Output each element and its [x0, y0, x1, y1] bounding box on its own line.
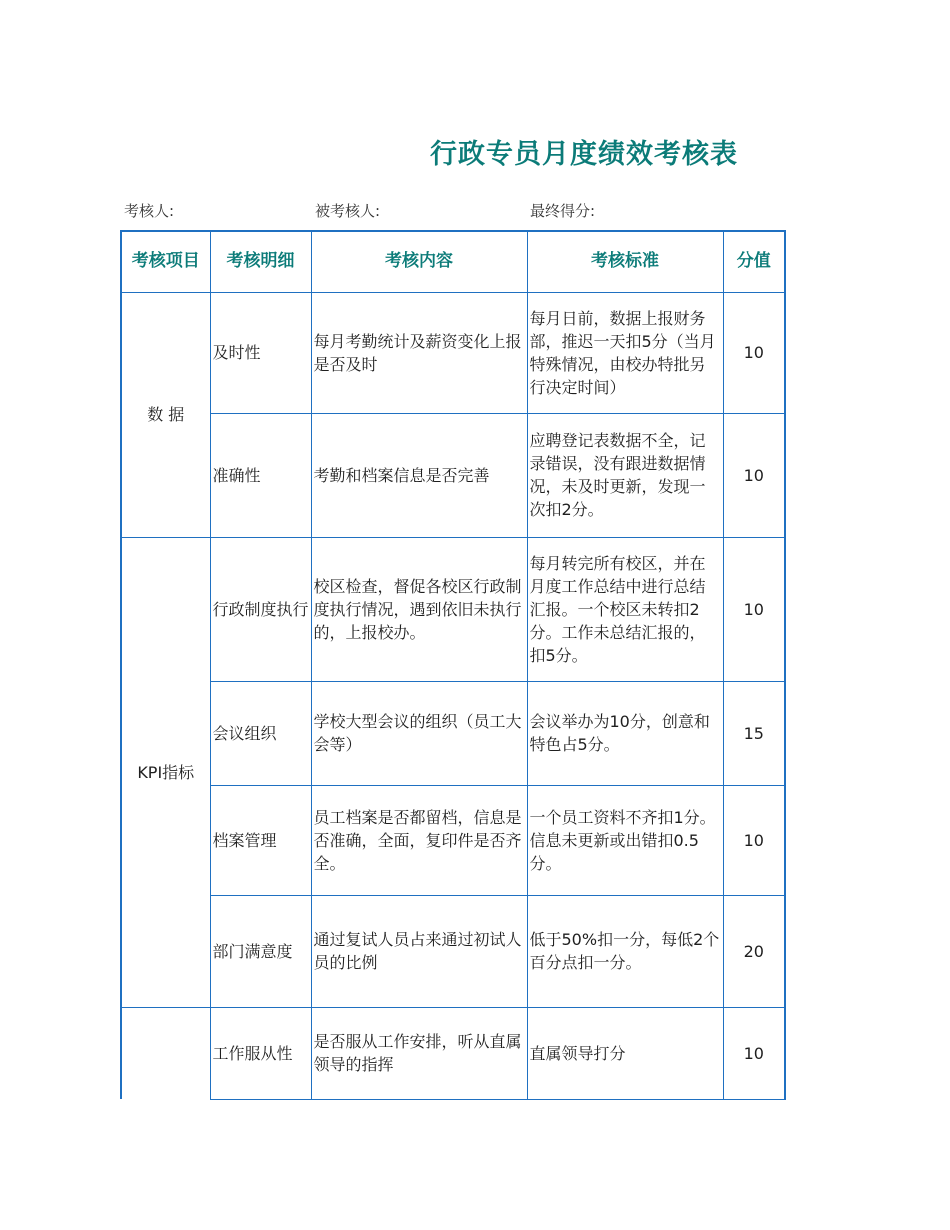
table-row: [121, 785, 785, 895]
table-row: [121, 895, 785, 1007]
content-cell: 通过复试人员占来通过初试人员的比例: [311, 895, 527, 1007]
header-project: 考核项目: [121, 231, 210, 292]
content-cell: 校区检查，督促各校区行政制度执行情况，遇到依旧未执行的，上报校办。: [311, 537, 527, 681]
table-row: [121, 537, 785, 681]
score-cell: 10: [723, 292, 785, 413]
assessor-label: 考核人:: [124, 202, 175, 220]
score-cell: 20: [723, 895, 785, 1007]
content-cell: 员工档案是否都留档，信息是否准确，全面，复印件是否齐全。: [311, 785, 527, 895]
kpi-table: [120, 230, 786, 1100]
detail-cell: 会议组织: [210, 681, 311, 785]
final-score-label: 最终得分:: [530, 202, 596, 220]
detail-cell: 及时性: [210, 292, 311, 413]
detail-cell: 部门满意度: [210, 895, 311, 1007]
standard-cell: 一个员工资料不齐扣1分。信息未更新或出错扣0.5分。: [527, 785, 723, 895]
standard-cell: 应聘登记表数据不全，记录错误，没有跟进数据情况，未及时更新，发现一次扣2分。: [527, 413, 723, 537]
standard-cell: 每月转完所有校区，并在月度工作总结中进行总结汇报。一个校区未转扣2分。工作未总结汇报的，扣5分。: [527, 537, 723, 681]
standard-cell: 每月日前，数据上报财务部，推迟一天扣5分（当月特殊情况，由校办特批另行决定时间）: [527, 292, 723, 413]
group-data: 数 据: [121, 292, 210, 537]
detail-cell: 准确性: [210, 413, 311, 537]
content-cell: 每月考勤统计及薪资变化上报是否及时: [311, 292, 527, 413]
assessee-label: 被考核人:: [315, 202, 381, 220]
detail-cell: 行政制度执行: [210, 537, 311, 681]
table-row: [121, 413, 785, 537]
detail-cell: 工作服从性: [210, 1007, 311, 1099]
group-kpi: KPI指标: [121, 537, 210, 1007]
content-cell: 学校大型会议的组织（员工大会等）: [311, 681, 527, 785]
standard-cell: 直属领导打分: [527, 1007, 723, 1099]
score-cell: 10: [723, 1007, 785, 1099]
table-header-row: [121, 231, 785, 292]
score-cell: 10: [723, 413, 785, 537]
content-cell: 是否服从工作安排，听从直属领导的指挥: [311, 1007, 527, 1099]
header-content: 考核内容: [311, 231, 527, 292]
score-cell: 10: [723, 537, 785, 681]
standard-cell: 低于50%扣一分，每低2个百分点扣一分。: [527, 895, 723, 1007]
table-row: [121, 681, 785, 785]
table-row: [121, 292, 785, 413]
content-cell: 考勤和档案信息是否完善: [311, 413, 527, 537]
score-cell: 15: [723, 681, 785, 785]
standard-cell: 会议举办为10分，创意和特色占5分。: [527, 681, 723, 785]
score-cell: 10: [723, 785, 785, 895]
table-row: [121, 1007, 785, 1099]
header-standard: 考核标准: [527, 231, 723, 292]
page-title: 行政专员月度绩效考核表: [430, 139, 738, 170]
header-score: 分值: [723, 231, 785, 292]
header-detail: 考核明细: [210, 231, 311, 292]
detail-cell: 档案管理: [210, 785, 311, 895]
group-cell: [121, 1007, 210, 1099]
